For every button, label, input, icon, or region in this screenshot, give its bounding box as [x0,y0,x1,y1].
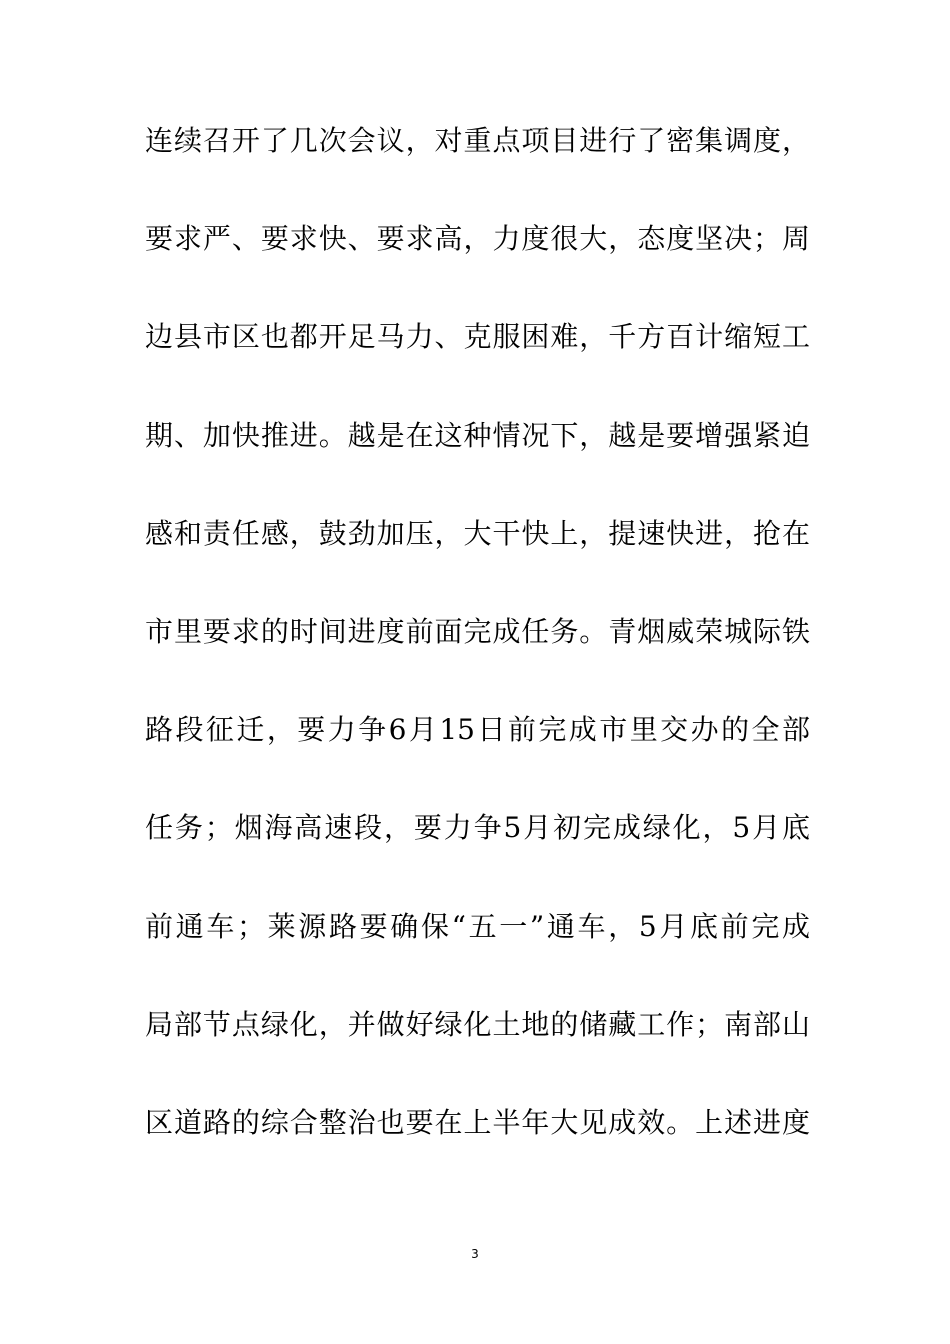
text-line: 路段征迁，要力争6月15日前完成市里交办的全部 [145,713,810,747]
text-line: 前通车；莱源路要确保“五一”通车，5月底前完成 [145,909,810,943]
page-number: 3 [471,1247,479,1261]
text-line: 期、加快推进。越是在这种情况下，越是要增强紧迫 [145,418,810,452]
text-line: 要求严、要求快、要求高，力度很大，态度坚决；周 [145,222,810,256]
text-line: 市里要求的时间进度前面完成任务。青烟威荣城际铁 [145,614,810,648]
text-line: 连续召开了几次会议，对重点项目进行了密集调度， [145,124,810,157]
text-line: 感和责任感，鼓劲加压，大干快上，提速快进，抢在 [145,516,810,550]
text-line: 区道路的综合整治也要在上半年大见成效。上述进度 [145,1105,810,1139]
text-line: 局部节点绿化，并做好绿化土地的储藏工作；南部山 [145,1007,810,1041]
body-text [145,122,810,1202]
text-line: 任务；烟海高速段，要力争5月初完成绿化，5月底 [145,811,810,845]
text-line: 边县市区也都开足马力、克服困难，千方百计缩短工 [145,320,810,354]
